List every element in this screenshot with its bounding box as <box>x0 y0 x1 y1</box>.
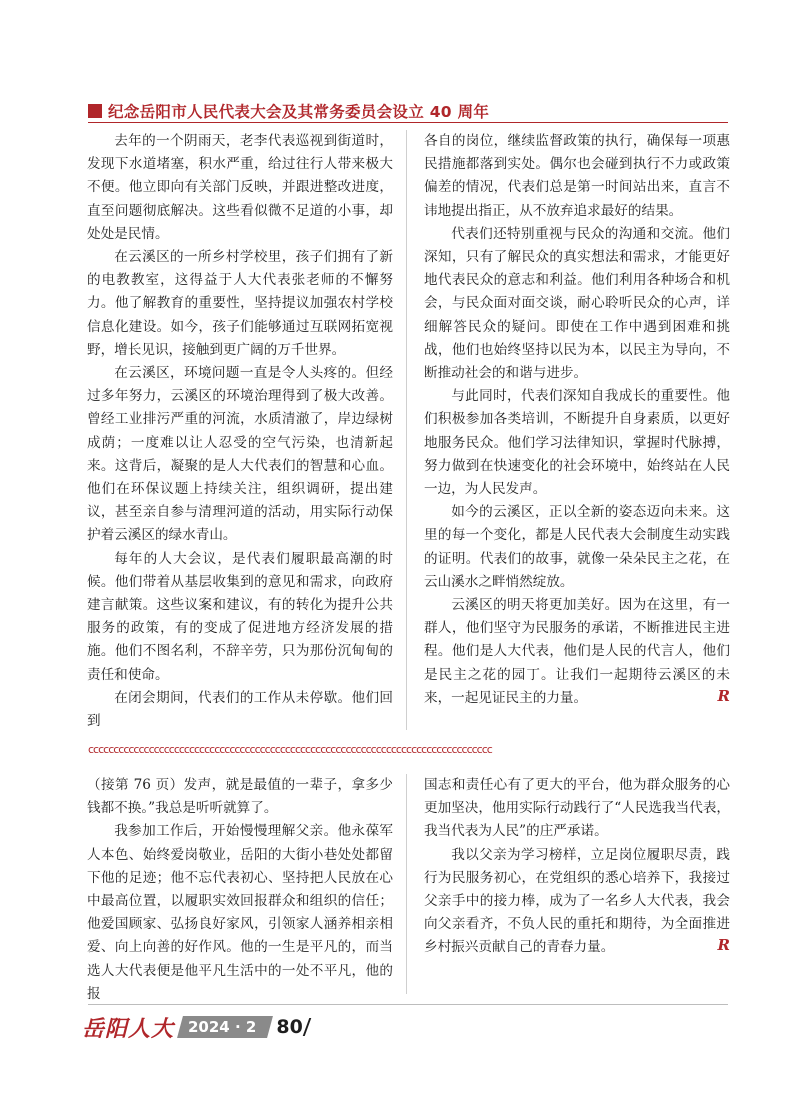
article-column-4 <box>424 774 730 960</box>
page-footer <box>82 1012 308 1042</box>
paragraph: 我参加工作后，开始慢慢理解父亲。他永葆军人本色、始终爱岗敬业，岳阳的大街小巷处处都留下他的足迹；他不忘代表初心、坚持把人民放在心中最高位置，以履职实效回报群众和组织的信任；他爱国顾家、弘扬良好家风，引领家人涵养相亲相爱、向上向善的好作风。他的一生是平凡的，而当选人大代表便是他平凡生活中的一处不平凡，他的报 <box>87 823 393 1002</box>
issue-badge <box>177 1016 273 1038</box>
paragraph: 与此同时，代表们深知自我成长的重要性。他们积极参加各类培训，不断提升自身素质，以更好地服务民众。他们学习法律知识，掌握时代脉搏，努力做到在快速变化的社会环境中，始终站在人民一边，为人民发声。 <box>424 388 730 498</box>
paragraph-continuation: （接第 76 页）发声，就是最值的一辈子，拿多少钱都不换。”我总是听听就算了。 <box>87 777 393 817</box>
paragraph-continuation: 国志和责任心有了更大的平台，他为群众服务的心更加坚决，他用实际行动践行了“人民选我当代表，我当代表为人民”的庄严承诺。 <box>424 777 731 840</box>
paragraph: 如今的云溪区，正以全新的姿态迈向未来。这里的每一个变化，都是人民代表大会制度生动实践的证明。代表们的故事，就像一朵朵民主之花，在云山溪水之畔悄然绽放。 <box>424 504 730 590</box>
paragraph: 去年的一个阴雨天，老李代表巡视到街道时，发现下水道堵塞，积水严重，给过往行人带来极大不便。他立即向有关部门反映，并跟进整改进度，直至问题彻底解决。这些看似微不足道的小事，却处处是民情。 <box>87 133 393 242</box>
column-divider-top <box>406 130 407 730</box>
section-header <box>88 100 728 123</box>
header-square-icon <box>88 104 102 118</box>
issue-label: 2024 · 2 <box>188 1018 257 1036</box>
paragraph-text: 云溪区的明天将更加美好。因为在这里，有一群人，他们坚守为民服务的承诺，不断推进民主进程。他们是人大代表，他们是人民的代言人，他们是民主之花的园丁。让我们一起期待云溪区的未来，一起见证民主的力量。 <box>424 597 730 706</box>
paragraph: 在云溪区，环境问题一直是令人头疼的。但经过多年努力，云溪区的环境治理得到了极大改善。曾经工业排污严重的河流，水质清澈了，岸边绿树成荫；一度难以让人忍受的空气污染，也清新起来。这背后，凝聚的是人大代表们的智慧和心血。他们在环保议题上持续关注，组织调研，提出建议，甚至亲自参与清理河道的活动，用实际行动保护着云溪区的绿水青山。 <box>87 365 393 544</box>
footer-rule <box>88 1004 728 1005</box>
magazine-logo: 岳阳人大 <box>82 1015 175 1042</box>
paragraph: 每年的人大会议，是代表们履职最高潮的时候。他们带着从基层收集到的意见和需求，向政府建言献策。这些议案和建议，有的转化为提升公共服务的政策，有的变成了促进地方经济发展的措施。他们不图名利，不辞辛劳，只为那份沉甸甸的责任和使命。 <box>87 550 393 683</box>
paragraph-continuation: 各自的岗位，继续监督政策的执行，确保每一项惠民措施都落到实处。偶尔也会碰到执行不力或政策偏差的情况，代表们总是第一时间站出来，直言不讳地提出指正，从不放弃追求最好的结果。 <box>424 133 730 219</box>
page-number: 80 <box>276 1016 303 1038</box>
paragraph <box>424 594 730 710</box>
end-mark-icon: R <box>717 936 730 955</box>
paragraph: 在闭会期间，代表们的工作从未停歇。他们回到 <box>87 689 393 730</box>
paragraph: 在云溪区的一所乡村学校里，孩子们拥有了新的电教教室，这得益于人大代表张老师的不懈努力。他了解教育的重要性，坚持提议加强农村学校信息化建设。如今，孩子们能够通过互联网拓宽视野，增长见识，接触到更广阔的万千世界。 <box>87 249 393 358</box>
section-title: 纪念岳阳市人民代表大会及其常务委员会设立 40 周年 <box>108 103 490 121</box>
paragraph-text: 我以父亲为学习榜样，立足岗位履职尽责，践行为民服务初心，在党组织的悉心培养下，我接过父亲手中的接力棒，成为了一名乡人大代表，我会向父亲看齐，不负人民的重托和期待，为全面推进乡村振兴贡献自己的青春力量。 <box>424 846 730 956</box>
slash-icon <box>303 1018 312 1036</box>
article-column-1 <box>87 130 393 733</box>
end-mark-icon: R <box>717 686 730 705</box>
column-divider-bottom <box>406 774 407 994</box>
article-column-3 <box>87 774 393 1006</box>
section-separator: ⅽⅽⅽⅽⅽⅽⅽⅽⅽⅽⅽⅽⅽⅽⅽⅽⅽⅽⅽⅽⅽⅽⅽⅽⅽⅽⅽⅽⅽⅽⅽⅽⅽⅽⅽⅽⅽⅽⅽⅽⅽⅽⅽⅽⅽⅽⅽⅽⅽⅽⅽⅽⅽⅽⅽⅽⅽⅽⅽⅽⅽⅽⅽⅽⅽⅽⅽⅽⅽⅽⅽⅽⅽⅽⅽⅽⅽⅽⅽⅽ <box>88 744 492 756</box>
paragraph <box>424 844 730 960</box>
article-column-2 <box>424 130 730 710</box>
paragraph: 代表们还特别重视与民众的沟通和交流。他们深知，只有了解民众的真实想法和需求，才能更好地代表民众的意志和利益。他们利用各种场合和机会，与民众面对面交谈，耐心聆听民众的心声，详细解答民众的疑问。即使在工作中遇到困难和挑战，他们也始终坚持以民为本，以民主为导向，不断推动社会的和谐与进步。 <box>424 225 730 382</box>
